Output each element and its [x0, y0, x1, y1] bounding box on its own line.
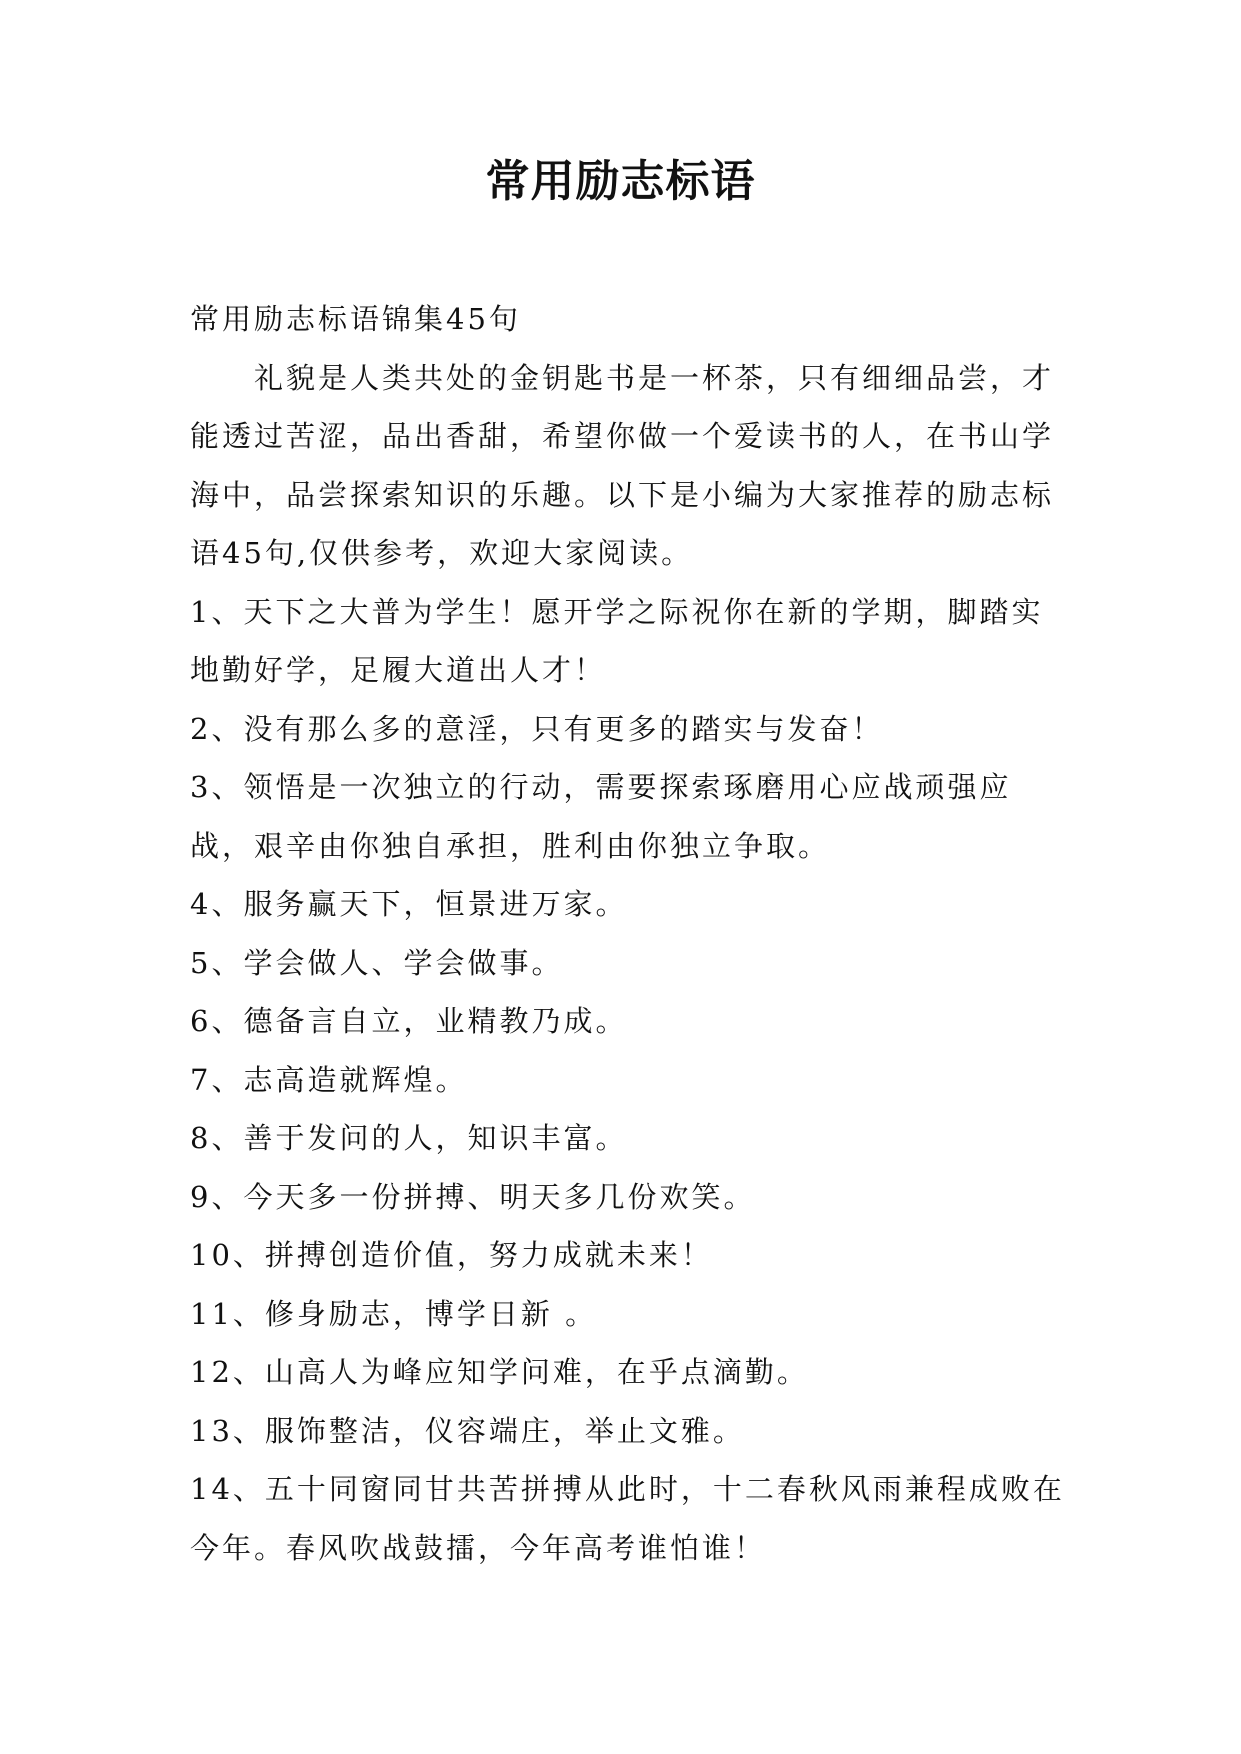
- slogan-item-12: 12、山高人为峰应知学问难，在乎点滴勤。: [190, 1355, 809, 1389]
- slogan-item-4: 4、服务赢天下，恒景进万家。: [190, 887, 628, 921]
- slogan-item-11: 11、修身励志，博学日新 。: [190, 1296, 598, 1331]
- intro-paragraph: 礼貌是人类共处的金钥匙书是一杯茶，只有细细品尝，才能透过苦涩，品出香甜，希望你做一个爱读书的人，在书山学海中，品尝探索知识的乐趣。以下是小编为大家推荐的励志标语45句,仅供参考，欢迎大家阅读。: [190, 360, 1055, 570]
- slogan-item-6: 6、德备言自立，业精教乃成。: [190, 1004, 628, 1038]
- slogan-item-2: 2、没有那么多的意淫，只有更多的踏实与发奋！: [190, 711, 884, 746]
- slogan-item-5: 5、学会做人、学会做事。: [190, 945, 564, 980]
- document-subtitle: 常用励志标语锦集45句: [190, 302, 521, 336]
- slogan-item-10: 10、拼搏创造价值，努力成就未来！: [190, 1238, 713, 1272]
- slogan-item-13: 13、服饰整洁，仪容端庄，举止文雅。: [190, 1413, 745, 1448]
- slogan-item-14: 14、五十同窗同甘共苦拼搏从此时，十二春秋风雨兼程成败在今年。春风吹战鼓擂，今年高考谁怕谁！: [190, 1472, 1065, 1565]
- slogan-item-1: 1、天下之大普为学生！愿开学之际祝你在新的学期，脚踏实地勤好学，足履大道出人才！: [190, 594, 1044, 687]
- slogan-item-8: 8、善于发问的人，知识丰富。: [190, 1121, 628, 1155]
- document-title: 常用励志标语: [485, 156, 756, 207]
- slogan-item-9: 9、今天多一份拼搏、明天多几份欢笑。: [190, 1179, 756, 1214]
- document-body: [190, 290, 1070, 1577]
- slogan-item-7: 7、志高造就辉煌。: [190, 1062, 468, 1097]
- slogan-item-3: 3、领悟是一次独立的行动，需要探索琢磨用心应战顽强应战，艰辛由你独自承担，胜利由你独立争取。: [190, 770, 1012, 863]
